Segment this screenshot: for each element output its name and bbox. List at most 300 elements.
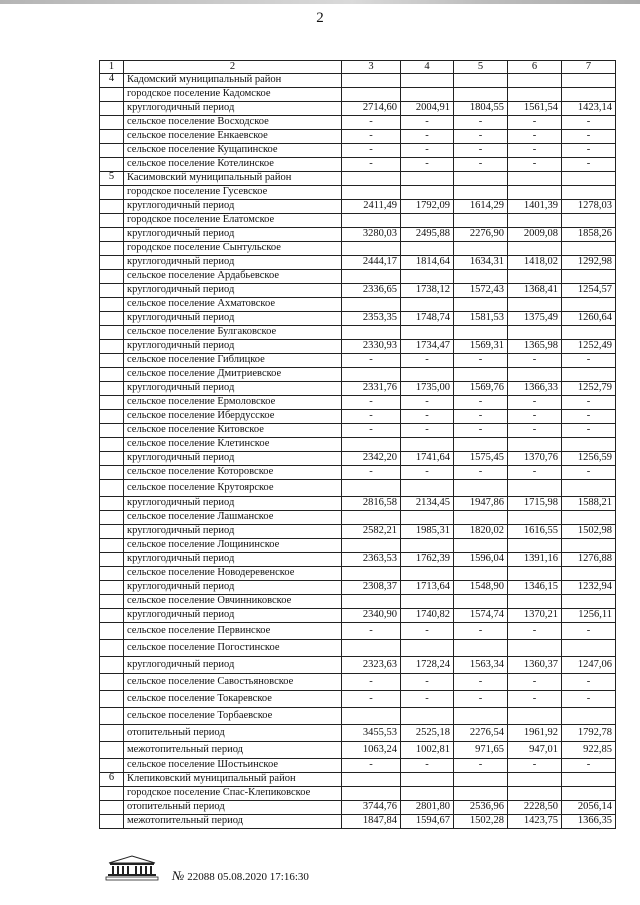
table-row <box>100 801 616 815</box>
value-cell: - <box>508 466 562 480</box>
value-cell: 1581,53 <box>454 312 508 326</box>
value-cell <box>562 298 616 312</box>
value-cell <box>562 708 616 725</box>
table-row <box>100 708 616 725</box>
table-row <box>100 787 616 801</box>
row-number-cell <box>100 511 124 525</box>
settlement-name-cell: сельское поселение Ардабьевское <box>124 270 342 284</box>
row-number-cell <box>100 452 124 466</box>
value-cell: 1366,35 <box>562 815 616 829</box>
value-cell <box>342 708 401 725</box>
value-cell: 1063,24 <box>342 742 401 759</box>
value-cell: 2340,90 <box>342 609 401 623</box>
table-row <box>100 410 616 424</box>
row-number-cell <box>100 539 124 553</box>
value-cell <box>401 539 454 553</box>
row-number-cell <box>100 497 124 511</box>
value-cell: 1254,57 <box>562 284 616 298</box>
settlement-name-cell: сельское поселение Торбаевское <box>124 708 342 725</box>
value-cell: 1278,03 <box>562 200 616 214</box>
value-cell: 2801,80 <box>401 801 454 815</box>
row-number-cell <box>100 725 124 742</box>
table-row <box>100 525 616 539</box>
value-cell <box>401 172 454 186</box>
value-cell: 1276,88 <box>562 553 616 567</box>
row-number-cell <box>100 674 124 691</box>
value-cell: - <box>562 691 616 708</box>
settlement-name-cell: круглогодичный период <box>124 228 342 242</box>
value-cell <box>508 74 562 88</box>
row-number-cell: 4 <box>100 74 124 88</box>
value-cell <box>562 88 616 102</box>
row-number-cell <box>100 525 124 539</box>
row-number-cell <box>100 581 124 595</box>
value-cell: 1792,78 <box>562 725 616 742</box>
value-cell: - <box>342 410 401 424</box>
settlement-name-cell: сельское поселение Кущапинское <box>124 144 342 158</box>
settlement-name-cell: сельское поселение Енкаевское <box>124 130 342 144</box>
table-row <box>100 298 616 312</box>
value-cell: 2276,54 <box>454 725 508 742</box>
value-cell: - <box>508 674 562 691</box>
table-row <box>100 725 616 742</box>
value-cell: 1247,06 <box>562 657 616 674</box>
settlement-name-cell: сельское поселение Китовское <box>124 424 342 438</box>
value-cell: 1814,64 <box>401 256 454 270</box>
value-cell <box>342 438 401 452</box>
settlement-name-cell: сельское поселение Которовское <box>124 466 342 480</box>
value-cell: 1735,00 <box>401 382 454 396</box>
value-cell <box>454 368 508 382</box>
value-cell: - <box>342 130 401 144</box>
value-cell: - <box>342 144 401 158</box>
table-body <box>100 74 616 829</box>
value-cell <box>401 773 454 787</box>
value-cell <box>454 567 508 581</box>
value-cell: 1741,64 <box>401 452 454 466</box>
value-cell <box>508 368 562 382</box>
value-cell: 1713,64 <box>401 581 454 595</box>
table-row <box>100 382 616 396</box>
value-cell: 1502,28 <box>454 815 508 829</box>
registration-stamp <box>172 868 309 884</box>
row-number-cell <box>100 270 124 284</box>
value-cell: 1792,09 <box>401 200 454 214</box>
value-cell <box>508 539 562 553</box>
value-cell: 2228,50 <box>508 801 562 815</box>
row-number-cell <box>100 88 124 102</box>
row-number-cell <box>100 298 124 312</box>
value-cell <box>401 186 454 200</box>
table-row <box>100 480 616 497</box>
value-cell: 1423,75 <box>508 815 562 829</box>
table-row <box>100 200 616 214</box>
value-cell <box>508 480 562 497</box>
value-cell <box>562 368 616 382</box>
value-cell <box>342 298 401 312</box>
value-cell: 1820,02 <box>454 525 508 539</box>
value-cell <box>454 708 508 725</box>
value-cell: 2330,93 <box>342 340 401 354</box>
row-number-cell: 6 <box>100 773 124 787</box>
row-number-cell <box>100 466 124 480</box>
value-cell: - <box>401 466 454 480</box>
value-cell: - <box>454 466 508 480</box>
value-cell: 2056,14 <box>562 801 616 815</box>
value-cell: 1572,43 <box>454 284 508 298</box>
registration-number-datetime: 22088 05.08.2020 17:16:30 <box>187 871 309 883</box>
value-cell: 1368,41 <box>508 284 562 298</box>
value-cell: 1563,34 <box>454 657 508 674</box>
row-number-cell <box>100 116 124 130</box>
value-cell: 1502,98 <box>562 525 616 539</box>
table-row <box>100 815 616 829</box>
row-number-cell <box>100 242 124 256</box>
value-cell: 1594,67 <box>401 815 454 829</box>
table-row <box>100 102 616 116</box>
table-row <box>100 567 616 581</box>
settlement-name-cell: сельское поселение Ахматовское <box>124 298 342 312</box>
table-row <box>100 144 616 158</box>
value-cell: - <box>562 116 616 130</box>
settlement-name-cell: круглогодичный период <box>124 657 342 674</box>
value-cell <box>401 511 454 525</box>
settlement-name-cell: городское поселение Сынтульское <box>124 242 342 256</box>
table-row <box>100 354 616 368</box>
settlement-name-cell: круглогодичный период <box>124 200 342 214</box>
value-cell: 1616,55 <box>508 525 562 539</box>
settlement-name-cell: отопительный период <box>124 801 342 815</box>
value-cell <box>342 539 401 553</box>
value-cell: - <box>508 144 562 158</box>
value-cell: 1614,29 <box>454 200 508 214</box>
value-cell: - <box>401 144 454 158</box>
value-cell <box>342 368 401 382</box>
settlement-name-cell: сельское поселение Овчинниковское <box>124 595 342 609</box>
row-number-cell <box>100 130 124 144</box>
value-cell: 1569,76 <box>454 382 508 396</box>
settlement-name-cell: сельское поселение Котелинское <box>124 158 342 172</box>
value-cell: - <box>508 354 562 368</box>
value-cell: 2495,88 <box>401 228 454 242</box>
value-cell: 1634,31 <box>454 256 508 270</box>
row-number-cell <box>100 623 124 640</box>
table-row <box>100 553 616 567</box>
value-cell: - <box>342 116 401 130</box>
value-cell <box>562 640 616 657</box>
value-cell <box>454 186 508 200</box>
value-cell <box>454 298 508 312</box>
value-cell: - <box>342 674 401 691</box>
settlement-name-cell: круглогодичный период <box>124 553 342 567</box>
value-cell <box>342 773 401 787</box>
value-cell <box>342 511 401 525</box>
table-row <box>100 466 616 480</box>
value-cell: 2009,08 <box>508 228 562 242</box>
value-cell <box>342 480 401 497</box>
settlement-name-cell: круглогодичный период <box>124 497 342 511</box>
table-row <box>100 539 616 553</box>
value-cell <box>342 172 401 186</box>
value-cell: 1370,76 <box>508 452 562 466</box>
value-cell: 1804,55 <box>454 102 508 116</box>
value-cell: 1256,11 <box>562 609 616 623</box>
value-cell: 1575,45 <box>454 452 508 466</box>
table-row <box>100 158 616 172</box>
row-number-cell <box>100 595 124 609</box>
settlement-name-cell: сельское поселение Первинское <box>124 623 342 640</box>
row-number-cell <box>100 368 124 382</box>
value-cell <box>454 773 508 787</box>
value-cell: 1561,54 <box>508 102 562 116</box>
value-cell: - <box>454 396 508 410</box>
value-cell <box>508 787 562 801</box>
settlement-name-cell: сельское поселение Клетинское <box>124 438 342 452</box>
table-row <box>100 214 616 228</box>
row-number-cell <box>100 759 124 773</box>
row-number-cell <box>100 214 124 228</box>
value-cell <box>508 708 562 725</box>
value-cell: 947,01 <box>508 742 562 759</box>
value-cell: 2134,45 <box>401 497 454 511</box>
row-number-cell <box>100 609 124 623</box>
value-cell <box>342 214 401 228</box>
value-cell: 1947,86 <box>454 497 508 511</box>
value-cell: 1391,16 <box>508 553 562 567</box>
value-cell: - <box>401 759 454 773</box>
value-cell <box>508 640 562 657</box>
row-number-cell <box>100 396 124 410</box>
value-cell: - <box>562 623 616 640</box>
settlement-name-cell: Кадомский муниципальный район <box>124 74 342 88</box>
value-cell: - <box>401 158 454 172</box>
value-cell: 2363,53 <box>342 553 401 567</box>
value-cell: - <box>342 424 401 438</box>
value-cell: 1847,84 <box>342 815 401 829</box>
value-cell: 2323,63 <box>342 657 401 674</box>
table-row <box>100 595 616 609</box>
value-cell <box>342 326 401 340</box>
settlement-name-cell: сельское поселение Шостьинское <box>124 759 342 773</box>
value-cell <box>562 539 616 553</box>
value-cell <box>508 773 562 787</box>
table-row <box>100 88 616 102</box>
value-cell: - <box>342 466 401 480</box>
value-cell: - <box>401 130 454 144</box>
settlement-name-cell: круглогодичный период <box>124 609 342 623</box>
value-cell: 1252,79 <box>562 382 616 396</box>
table-row <box>100 452 616 466</box>
settlement-name-cell: сельское поселение Погостинское <box>124 640 342 657</box>
value-cell: - <box>454 759 508 773</box>
value-cell <box>342 640 401 657</box>
value-cell: 1548,90 <box>454 581 508 595</box>
value-cell: 3744,76 <box>342 801 401 815</box>
table-row <box>100 773 616 787</box>
value-cell: - <box>562 354 616 368</box>
value-cell <box>401 438 454 452</box>
row-number-cell <box>100 567 124 581</box>
row-number-cell <box>100 691 124 708</box>
value-cell: 1574,74 <box>454 609 508 623</box>
value-cell <box>401 567 454 581</box>
row-number-cell <box>100 284 124 298</box>
value-cell: - <box>342 396 401 410</box>
value-cell: 1292,98 <box>562 256 616 270</box>
tariff-table <box>99 60 616 829</box>
col-header: 7 <box>562 61 616 74</box>
row-number-cell <box>100 815 124 829</box>
value-cell <box>562 242 616 256</box>
table-row <box>100 186 616 200</box>
table-row <box>100 256 616 270</box>
row-number-cell <box>100 186 124 200</box>
settlement-name-cell: Клепиковский муниципальный район <box>124 773 342 787</box>
value-cell: - <box>342 158 401 172</box>
value-cell <box>508 172 562 186</box>
settlement-name-cell: сельское поселение Лашманское <box>124 511 342 525</box>
value-cell <box>401 270 454 284</box>
value-cell: 2331,76 <box>342 382 401 396</box>
value-cell <box>562 595 616 609</box>
value-cell: 1740,82 <box>401 609 454 623</box>
settlement-name-cell: круглогодичный период <box>124 525 342 539</box>
table-row <box>100 657 616 674</box>
value-cell: - <box>401 623 454 640</box>
table-row <box>100 228 616 242</box>
value-cell <box>454 787 508 801</box>
table-row <box>100 609 616 623</box>
col-header: 2 <box>124 61 342 74</box>
settlement-name-cell: сельское поселение Булгаковское <box>124 326 342 340</box>
value-cell <box>454 480 508 497</box>
value-cell: - <box>454 116 508 130</box>
value-cell <box>508 88 562 102</box>
value-cell: - <box>508 410 562 424</box>
settlement-name-cell: сельское поселение Новодеревенское <box>124 567 342 581</box>
value-cell <box>342 595 401 609</box>
value-cell: - <box>401 674 454 691</box>
table-row <box>100 242 616 256</box>
row-number-cell <box>100 801 124 815</box>
value-cell: - <box>454 354 508 368</box>
table-row <box>100 424 616 438</box>
value-cell <box>508 595 562 609</box>
value-cell <box>454 242 508 256</box>
value-cell: - <box>508 130 562 144</box>
settlement-name-cell: сельское поселение Дмитриевское <box>124 368 342 382</box>
value-cell: 1728,24 <box>401 657 454 674</box>
value-cell: 1401,39 <box>508 200 562 214</box>
col-header: 6 <box>508 61 562 74</box>
value-cell: - <box>401 424 454 438</box>
value-cell: - <box>562 144 616 158</box>
value-cell: - <box>508 623 562 640</box>
value-cell: - <box>562 158 616 172</box>
value-cell: 1346,15 <box>508 581 562 595</box>
value-cell: - <box>342 759 401 773</box>
table-row <box>100 691 616 708</box>
value-cell: - <box>454 410 508 424</box>
row-number-cell <box>100 410 124 424</box>
value-cell <box>401 480 454 497</box>
col-header: 3 <box>342 61 401 74</box>
value-cell <box>401 214 454 228</box>
value-cell <box>562 773 616 787</box>
settlement-name-cell: межотопительный период <box>124 815 342 829</box>
scan-edge-artifact <box>0 0 640 4</box>
value-cell <box>401 242 454 256</box>
value-cell: - <box>562 674 616 691</box>
value-cell: 1418,02 <box>508 256 562 270</box>
value-cell <box>562 74 616 88</box>
value-cell: 1366,33 <box>508 382 562 396</box>
value-cell: 2582,21 <box>342 525 401 539</box>
row-number-cell <box>100 354 124 368</box>
table-row <box>100 74 616 88</box>
value-cell <box>401 640 454 657</box>
row-number-cell <box>100 480 124 497</box>
value-cell <box>401 787 454 801</box>
value-cell: 2714,60 <box>342 102 401 116</box>
value-cell: 1748,74 <box>401 312 454 326</box>
value-cell <box>508 186 562 200</box>
value-cell: - <box>562 466 616 480</box>
value-cell <box>562 438 616 452</box>
settlement-name-cell: сельское поселение Крутоярское <box>124 480 342 497</box>
row-number-cell <box>100 787 124 801</box>
value-cell <box>454 511 508 525</box>
value-cell: - <box>454 424 508 438</box>
value-cell <box>401 298 454 312</box>
settlement-name-cell: сельское поселение Гиблицкое <box>124 354 342 368</box>
value-cell: - <box>562 424 616 438</box>
value-cell: 2444,17 <box>342 256 401 270</box>
row-number-cell <box>100 438 124 452</box>
value-cell: 1762,39 <box>401 553 454 567</box>
value-cell <box>454 438 508 452</box>
row-number-cell <box>100 553 124 567</box>
row-number-cell <box>100 708 124 725</box>
value-cell <box>342 186 401 200</box>
value-cell: 2411,49 <box>342 200 401 214</box>
value-cell: 1569,31 <box>454 340 508 354</box>
settlement-name-cell: круглогодичный период <box>124 284 342 298</box>
value-cell <box>454 172 508 186</box>
value-cell <box>508 214 562 228</box>
value-cell <box>454 270 508 284</box>
value-cell <box>562 172 616 186</box>
value-cell: - <box>508 158 562 172</box>
value-cell <box>508 326 562 340</box>
table-row <box>100 396 616 410</box>
value-cell <box>342 242 401 256</box>
value-cell <box>342 787 401 801</box>
value-cell: 1858,26 <box>562 228 616 242</box>
value-cell <box>401 88 454 102</box>
value-cell: - <box>562 759 616 773</box>
row-number-cell <box>100 200 124 214</box>
value-cell <box>454 595 508 609</box>
value-cell: 1715,98 <box>508 497 562 511</box>
value-cell: 1734,47 <box>401 340 454 354</box>
table-row <box>100 172 616 186</box>
value-cell <box>562 511 616 525</box>
value-cell: 2525,18 <box>401 725 454 742</box>
value-cell <box>454 640 508 657</box>
table-row <box>100 759 616 773</box>
settlement-name-cell: городское поселение Елатомское <box>124 214 342 228</box>
